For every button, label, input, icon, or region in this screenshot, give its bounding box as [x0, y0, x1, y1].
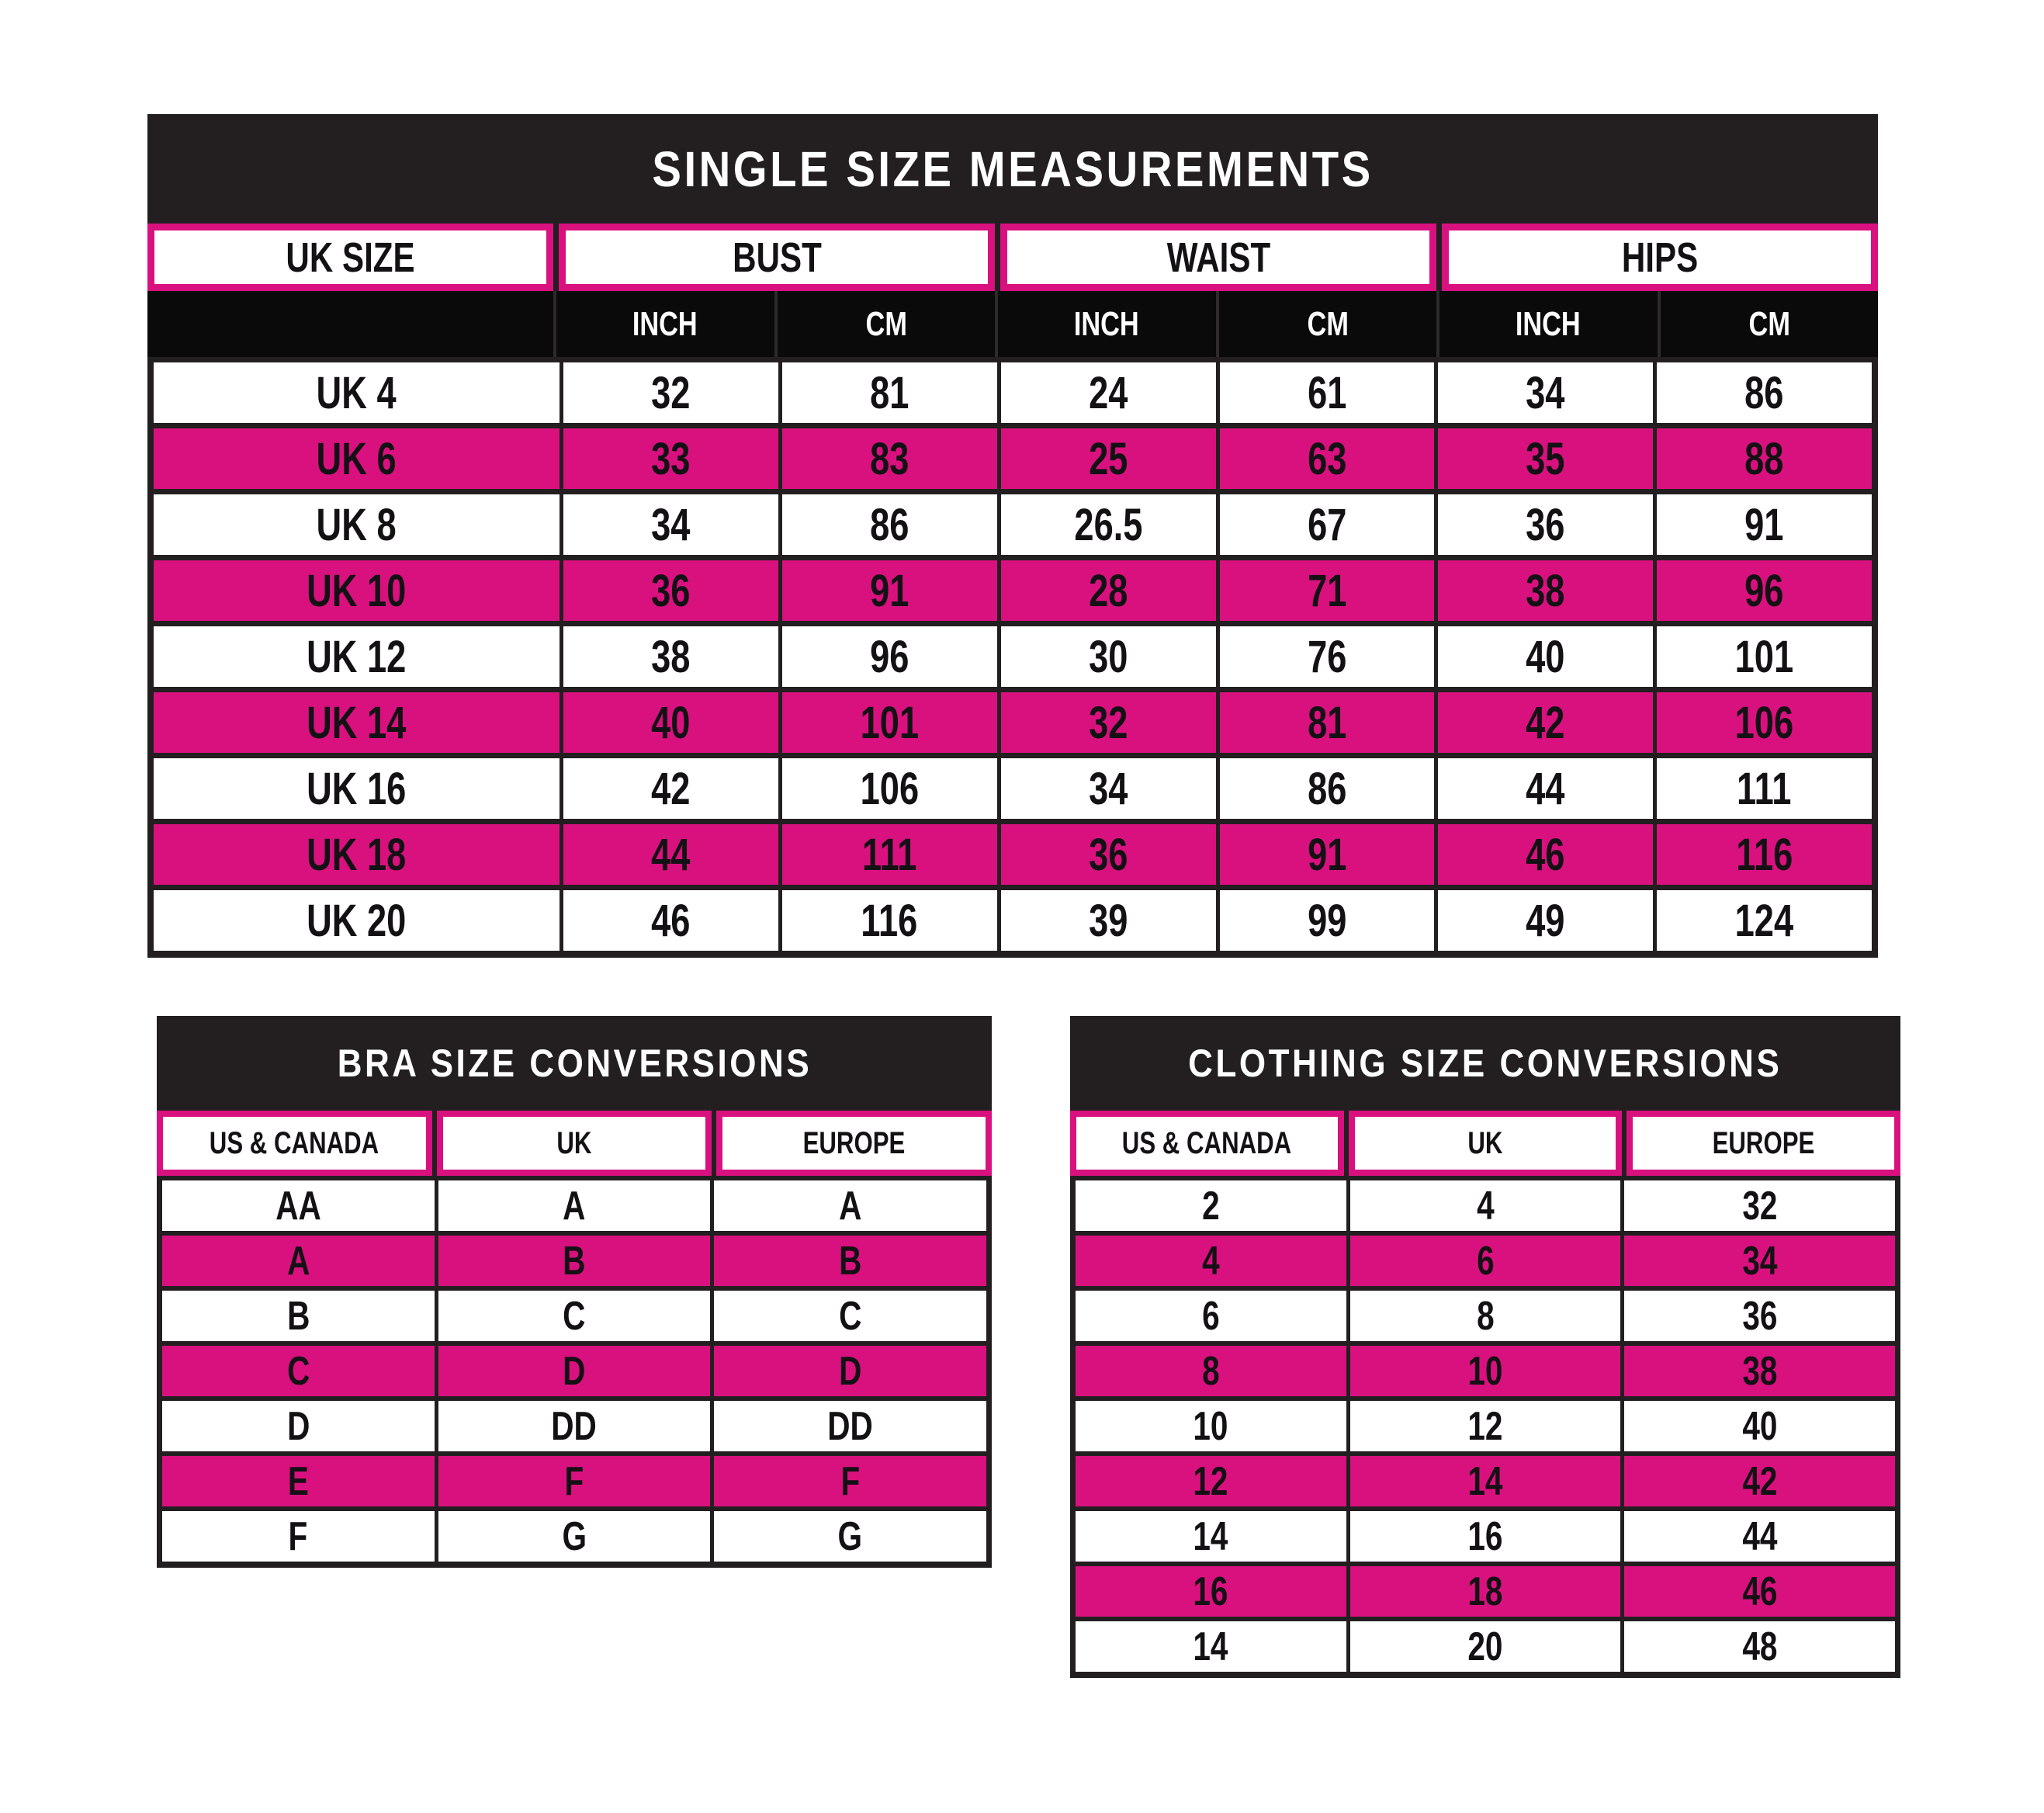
table-cell: [438, 1346, 711, 1396]
cell-value: 12: [1193, 1458, 1228, 1504]
cell-value: 116: [861, 895, 918, 946]
table-cell: [1220, 890, 1435, 951]
table-cell: [782, 758, 997, 819]
cell-value: 67: [1307, 499, 1347, 550]
cell-value: 40: [1526, 631, 1565, 682]
table-cell: [1438, 692, 1653, 753]
table-cell: [1076, 1236, 1346, 1286]
table-cell: [1001, 494, 1216, 555]
cell-value: 14: [1193, 1624, 1228, 1669]
table-cell: [1001, 824, 1216, 885]
cell-value: 32: [651, 367, 691, 418]
header-hips: [1442, 224, 1878, 291]
table-cell: [714, 1291, 986, 1341]
header-uk: [1349, 1111, 1623, 1176]
cell-value: UK 10: [307, 565, 407, 616]
cell-value: 49: [1526, 895, 1565, 946]
table-cell: [1657, 890, 1872, 951]
single-size-unit-row: [147, 291, 1878, 357]
table-cell: [1657, 428, 1872, 489]
table-cell: [1076, 1511, 1346, 1562]
header-uk: [437, 1111, 712, 1176]
cell-value: 16: [1193, 1569, 1228, 1614]
cell-value: 30: [1088, 631, 1128, 682]
cell-value: G: [837, 1513, 863, 1559]
table-cell: [563, 824, 778, 885]
table-cell: [1001, 560, 1216, 621]
table-cell: [1001, 758, 1216, 819]
cell-value: C: [286, 1348, 310, 1394]
single-size-title-banner: [147, 114, 1878, 224]
table-cell: [1657, 626, 1872, 687]
table-cell: [1657, 824, 1872, 885]
cell-value: 91: [1744, 499, 1784, 550]
table-cell: [438, 1401, 711, 1451]
table-cell: [1624, 1291, 1895, 1341]
cell-value: 36: [651, 565, 691, 616]
table-cell: [1438, 758, 1653, 819]
table-cell: [154, 758, 560, 819]
cell-value: B: [563, 1238, 586, 1284]
cell-value: 38: [651, 631, 691, 682]
table-cell: [1001, 692, 1216, 753]
cell-value: 111: [861, 829, 917, 880]
cell-value: 36: [1088, 829, 1128, 880]
cell-value: 86: [1744, 367, 1784, 418]
cell-value: 101: [1734, 631, 1794, 682]
cell-value: 111: [1737, 763, 1792, 814]
cell-value: 20: [1467, 1624, 1503, 1669]
unit-hips-inch: [1436, 291, 1658, 357]
table-cell: [1220, 692, 1435, 753]
cell-value: UK 4: [316, 367, 397, 418]
table-cell: [1076, 1566, 1346, 1617]
table-cell: [1657, 362, 1872, 423]
table-cell: [1001, 626, 1216, 687]
table-cell: [1438, 560, 1653, 621]
single-size-data-grid: [147, 357, 1878, 958]
cell-value: UK 20: [307, 895, 407, 946]
header-label: EUROPE: [1712, 1125, 1815, 1160]
header-bust: [559, 224, 995, 291]
cell-value: 40: [651, 697, 691, 748]
table-cell: [563, 758, 778, 819]
bra-title: BRA SIZE CONVERSIONS: [337, 1042, 812, 1085]
cell-value: 12: [1467, 1403, 1503, 1449]
cell-value: 46: [1526, 829, 1565, 880]
unit-hips-cm: [1658, 291, 1879, 357]
cell-value: 32: [1742, 1183, 1778, 1229]
cell-value: 106: [1734, 697, 1794, 748]
table-cell: [1624, 1180, 1895, 1231]
cell-value: A: [286, 1238, 310, 1284]
cell-value: 39: [1088, 895, 1128, 946]
table-cell: [154, 362, 560, 423]
unit-bust-inch: [553, 291, 774, 357]
table-cell: [1220, 560, 1435, 621]
table-cell: [162, 1291, 435, 1341]
table-cell: [563, 362, 778, 423]
table-cell: [1076, 1346, 1346, 1396]
cell-value: 106: [860, 763, 919, 814]
cell-value: D: [563, 1348, 586, 1394]
table-cell: [1076, 1401, 1346, 1451]
cell-value: UK 16: [307, 763, 407, 814]
cell-value: 81: [870, 367, 909, 418]
bra-header-row: [157, 1111, 992, 1176]
cell-value: 124: [1734, 895, 1794, 946]
cell-value: 6: [1202, 1293, 1220, 1339]
unit-bust-cm: [774, 291, 996, 357]
header-europe: [1627, 1111, 1900, 1176]
header-label: UK: [1467, 1125, 1503, 1160]
cell-value: 76: [1307, 631, 1347, 682]
cell-value: UK 18: [307, 829, 407, 880]
table-cell: [1624, 1346, 1895, 1396]
header-label: EUROPE: [802, 1125, 906, 1160]
cell-value: 2: [1202, 1183, 1220, 1229]
cell-value: UK 8: [316, 499, 397, 550]
cell-value: 14: [1467, 1458, 1503, 1504]
cell-value: 24: [1088, 367, 1128, 418]
table-cell: [154, 692, 560, 753]
table-cell: [1350, 1236, 1621, 1286]
table-cell: [1350, 1511, 1621, 1562]
cell-value: 63: [1307, 433, 1347, 484]
table-cell: [782, 428, 997, 489]
table-cell: [714, 1456, 986, 1506]
table-cell: [714, 1511, 986, 1562]
cell-value: E: [287, 1458, 309, 1504]
table-cell: [1220, 758, 1435, 819]
cell-value: 16: [1467, 1513, 1503, 1559]
table-cell: [1350, 1456, 1621, 1506]
table-cell: [438, 1291, 711, 1341]
cell-value: 34: [651, 499, 691, 550]
table-cell: [154, 890, 560, 951]
table-cell: [1350, 1401, 1621, 1451]
header-label: US & CANADA: [210, 1125, 379, 1160]
table-cell: [162, 1511, 435, 1562]
header-label: US & CANADA: [1122, 1125, 1292, 1160]
cell-value: 4: [1202, 1238, 1220, 1284]
table-cell: [154, 560, 560, 621]
table-cell: [154, 494, 560, 555]
cell-value: DD: [827, 1403, 873, 1449]
table-cell: [1001, 890, 1216, 951]
table-cell: [438, 1456, 711, 1506]
table-cell: [1624, 1566, 1895, 1617]
table-cell: [1438, 362, 1653, 423]
cell-value: D: [839, 1348, 862, 1394]
cell-value: UK 6: [316, 433, 397, 484]
unit-label: INCH: [1074, 304, 1140, 343]
table-cell: [162, 1236, 435, 1286]
table-cell: [1350, 1566, 1621, 1617]
cell-value: 36: [1742, 1293, 1778, 1339]
table-cell: [1624, 1511, 1895, 1562]
table-cell: [154, 428, 560, 489]
cell-value: 36: [1526, 499, 1565, 550]
table-cell: [782, 692, 997, 753]
table-cell: [1350, 1346, 1621, 1396]
cell-value: F: [288, 1513, 308, 1559]
table-cell: [1220, 362, 1435, 423]
header-label: WAIST: [1166, 234, 1270, 281]
cell-value: A: [563, 1183, 586, 1229]
cell-value: 96: [870, 631, 909, 682]
cell-value: UK 12: [307, 631, 407, 682]
cell-value: 46: [651, 895, 691, 946]
unit-blank-cell: [147, 291, 553, 357]
cell-value: 10: [1467, 1348, 1503, 1394]
cell-value: 42: [1742, 1458, 1778, 1504]
header-waist: [1000, 224, 1436, 291]
unit-label: CM: [865, 304, 907, 343]
table-cell: [1657, 758, 1872, 819]
unit-label: INCH: [632, 304, 698, 343]
table-cell: [714, 1236, 986, 1286]
cell-value: 40: [1742, 1403, 1778, 1449]
table-cell: [1438, 626, 1653, 687]
header-uk-size: [147, 224, 553, 291]
cell-value: 14: [1193, 1513, 1228, 1559]
cell-value: 4: [1476, 1183, 1495, 1229]
bra-size-table: [157, 1016, 992, 1678]
cell-value: 18: [1467, 1569, 1503, 1614]
single-size-table: [147, 114, 1878, 958]
cell-value: B: [839, 1238, 862, 1284]
unit-waist-inch: [995, 291, 1216, 357]
unit-waist-cm: [1216, 291, 1437, 357]
table-cell: [782, 626, 997, 687]
cell-value: A: [839, 1183, 862, 1229]
cell-value: 10: [1193, 1403, 1228, 1449]
cell-value: 26.5: [1074, 499, 1143, 550]
table-cell: [1220, 494, 1435, 555]
cell-value: C: [563, 1293, 586, 1339]
table-cell: [782, 362, 997, 423]
table-cell: [1076, 1291, 1346, 1341]
table-cell: [1438, 890, 1653, 951]
table-cell: [1657, 692, 1872, 753]
table-cell: [1220, 824, 1435, 885]
table-cell: [563, 692, 778, 753]
cell-value: 34: [1526, 367, 1565, 418]
cell-value: 116: [1736, 829, 1793, 880]
cell-value: 44: [1526, 763, 1565, 814]
header-label: UK SIZE: [286, 234, 415, 281]
table-cell: [162, 1346, 435, 1396]
table-cell: [1001, 428, 1216, 489]
cell-value: DD: [551, 1403, 598, 1449]
header-label: HIPS: [1621, 234, 1699, 281]
table-cell: [1624, 1401, 1895, 1451]
table-cell: [714, 1346, 986, 1396]
cell-value: 71: [1307, 565, 1347, 616]
table-cell: [563, 560, 778, 621]
table-cell: [438, 1511, 711, 1562]
cell-value: 99: [1307, 895, 1347, 946]
table-cell: [782, 560, 997, 621]
conversion-tables-row: [157, 1016, 1900, 1678]
table-cell: [1350, 1180, 1621, 1231]
single-size-header-row: [147, 224, 1878, 291]
clothing-data-grid: [1070, 1176, 1900, 1678]
table-cell: [1657, 560, 1872, 621]
clothing-header-row: [1070, 1111, 1900, 1176]
cell-value: 61: [1307, 367, 1347, 418]
cell-value: 91: [1307, 829, 1347, 880]
cell-value: 83: [870, 433, 909, 484]
header-us-canada: [1070, 1111, 1344, 1176]
table-cell: [782, 890, 997, 951]
table-cell: [1438, 824, 1653, 885]
table-cell: [162, 1401, 435, 1451]
table-cell: [1350, 1291, 1621, 1341]
cell-value: 25: [1088, 433, 1128, 484]
cell-value: UK 14: [307, 697, 407, 748]
cell-value: 86: [1307, 763, 1347, 814]
table-cell: [563, 494, 778, 555]
cell-value: 35: [1526, 433, 1565, 484]
clothing-title: CLOTHING SIZE CONVERSIONS: [1188, 1042, 1782, 1085]
table-cell: [1001, 362, 1216, 423]
cell-value: 28: [1088, 565, 1128, 616]
cell-value: 101: [860, 697, 919, 748]
cell-value: 96: [1744, 565, 1784, 616]
table-cell: [563, 428, 778, 489]
cell-value: 34: [1742, 1238, 1778, 1284]
unit-label: CM: [1307, 304, 1349, 343]
table-cell: [1624, 1456, 1895, 1506]
table-cell: [782, 494, 997, 555]
table-cell: [1076, 1621, 1346, 1672]
table-cell: [1438, 428, 1653, 489]
cell-value: 91: [870, 565, 909, 616]
header-europe: [716, 1111, 992, 1176]
table-cell: [1624, 1236, 1895, 1286]
table-cell: [154, 626, 560, 687]
cell-value: 44: [1742, 1513, 1778, 1559]
table-cell: [1350, 1621, 1621, 1672]
cell-value: B: [286, 1293, 310, 1339]
cell-value: 44: [651, 829, 691, 880]
table-cell: [1220, 428, 1435, 489]
table-cell: [1076, 1456, 1346, 1506]
cell-value: AA: [275, 1183, 321, 1229]
table-cell: [1220, 626, 1435, 687]
clothing-size-table: [1070, 1016, 1900, 1678]
header-label: BUST: [732, 234, 822, 281]
clothing-title-banner: [1070, 1016, 1900, 1111]
cell-value: 38: [1742, 1348, 1778, 1394]
table-cell: [162, 1456, 435, 1506]
table-cell: [1624, 1621, 1895, 1672]
bra-title-banner: [157, 1016, 992, 1111]
cell-value: 48: [1742, 1624, 1778, 1669]
cell-value: 81: [1307, 697, 1347, 748]
cell-value: C: [839, 1293, 862, 1339]
table-cell: [563, 890, 778, 951]
cell-value: F: [840, 1458, 861, 1504]
table-cell: [782, 824, 997, 885]
cell-value: 32: [1088, 697, 1128, 748]
cell-value: 6: [1476, 1238, 1495, 1284]
table-cell: [1438, 494, 1653, 555]
bra-data-grid: [157, 1176, 992, 1568]
cell-value: G: [562, 1513, 587, 1559]
table-cell: [154, 824, 560, 885]
single-size-title: SINGLE SIZE MEASUREMENTS: [652, 140, 1374, 197]
table-cell: [438, 1236, 711, 1286]
cell-value: 88: [1744, 433, 1784, 484]
cell-value: 8: [1202, 1348, 1220, 1394]
cell-value: 42: [1526, 697, 1565, 748]
unit-label: CM: [1748, 304, 1790, 343]
table-cell: [162, 1180, 435, 1231]
cell-value: 42: [651, 763, 691, 814]
unit-label: INCH: [1516, 304, 1582, 343]
header-label: UK: [556, 1125, 592, 1160]
cell-value: 34: [1088, 763, 1128, 814]
cell-value: 8: [1476, 1293, 1495, 1339]
cell-value: D: [286, 1403, 310, 1449]
table-cell: [714, 1401, 986, 1451]
cell-value: F: [564, 1458, 584, 1504]
table-cell: [438, 1180, 711, 1231]
cell-value: 33: [651, 433, 691, 484]
cell-value: 46: [1742, 1569, 1778, 1614]
table-cell: [563, 626, 778, 687]
cell-value: 38: [1526, 565, 1565, 616]
cell-value: 86: [870, 499, 909, 550]
table-cell: [1076, 1180, 1346, 1231]
table-cell: [1657, 494, 1872, 555]
header-us-canada: [157, 1111, 432, 1176]
table-cell: [714, 1180, 986, 1231]
